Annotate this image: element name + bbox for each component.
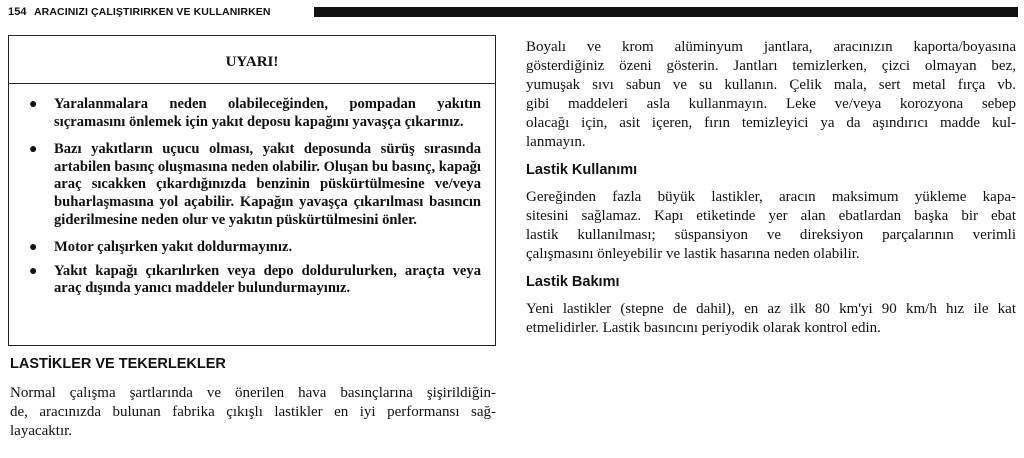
warning-title: UYARI! [225,53,279,70]
paragraph-line: de, aracınızda bulunan fabrika çıkışlı lastikler en iyi performansı sağ- [10,404,496,420]
paragraph-line: sitesini sağlamaz. Kapı etiketinde yer alan ebatlardan başka bir ebat [526,208,1016,224]
bullet-icon: ● [29,142,38,158]
section-heading-tire-care: Lastik Bakımı [526,274,620,290]
warning-item [9,96,495,131]
warning-item-text: Yakıt kapağı çıkarılırken veya depo doldurulurken, araçta veya araç dışında yanıcı maddeler bulundurmayınız. [54,262,481,297]
paragraph-line: Normal çalışma şartlarında ve önerilen hava basınçlarına şişirildiğin- [10,385,496,401]
paragraph-line: Gereğinden fazla büyük lastikler, aracın maksimum yükleme kapa- [526,189,1016,205]
paragraph-line: gibi maddeleri asla kullanmayın. Leke ve/veya korozyona sebep [526,96,1016,112]
section-heading-tire-usage: Lastik Kullanımı [526,162,638,178]
warning-item [9,141,495,229]
paragraph-line: layacaktır. [10,423,73,439]
rims-care-paragraph [526,38,1016,152]
paragraph-line: olacağı için, asit içeren, fırın temizleyici ya da aşındırıcı madde kul- [526,115,1016,131]
warning-item-text: Motor çalışırken yakıt doldurmayınız. [54,239,293,256]
warning-title-row [9,36,495,84]
tires-wheels-paragraph [10,384,496,441]
paragraph-line: lastik kullanılması; süspansiyon ve direksiyon parçalarının verimli [526,227,1016,243]
page-number: 154 [8,6,27,18]
warning-list [9,96,495,308]
paragraph-line: Yeni lastikler (stepne de dahil), en az ilk 80 km'yi 90 km/h hız ile kat [526,301,1016,317]
paragraph-line: etmelidirler. Lastik basıncını periyodik olarak kontrol edin. [526,320,881,336]
paragraph-line: lanmayın. [526,134,586,150]
warning-item-text: Bazı yakıtların uçucu olması, yakıt deposunda sürüş sırasında artabilen basınç oluşmasına neden olabilir. Oluşan bu basınç, kapağı araç sıcakken çıkardığınızda benzinin püskürtülmesine ve/veya buharlaşmasına yol açabilir. Kapağın yavaşça çıkarılması basıncın giderilmesine neden olur ve yakıtın püskürtülmesini önler. [54,141,481,228]
paragraph-line: yumuşak sıvı sabun ve su kullanın. Çelik mala, sert metal fırça vb. [526,77,1016,93]
bullet-icon: ● [29,97,38,112]
paragraph-line: gösterdiğiniz özeni gösterin. Jantları temizlerken, çizci olmayan bez, [526,58,1016,74]
header-rule-bar [314,7,1018,17]
paragraph-line: Boyalı ve krom alüminyum jantlara, aracınızın kaporta/boyasına [526,39,1016,55]
tire-care-paragraph [526,300,1016,338]
warning-item [9,263,495,298]
section-heading-tires-wheels: LASTİKLER VE TEKERLEKLER [10,356,226,372]
chapter-title: ARACINIZI ÇALIŞTIRIRKEN VE KULLANIRKEN [34,6,271,18]
paragraph-line: çalışmasını önleyebilir ve lastik hasarına neden olabilir. [526,246,860,262]
page-header [8,5,1018,21]
tire-usage-paragraph [526,188,1016,264]
warning-item [9,239,495,257]
warning-box [8,35,496,346]
warning-item-text: Yaralanmalara neden olabileceğinden, pompadan yakıtın sıçramasını önlemek için yakıt deposu kapağını yavaşça çıkarınız. [54,96,481,130]
bullet-icon: ● [29,263,38,279]
bullet-icon: ● [29,240,38,256]
